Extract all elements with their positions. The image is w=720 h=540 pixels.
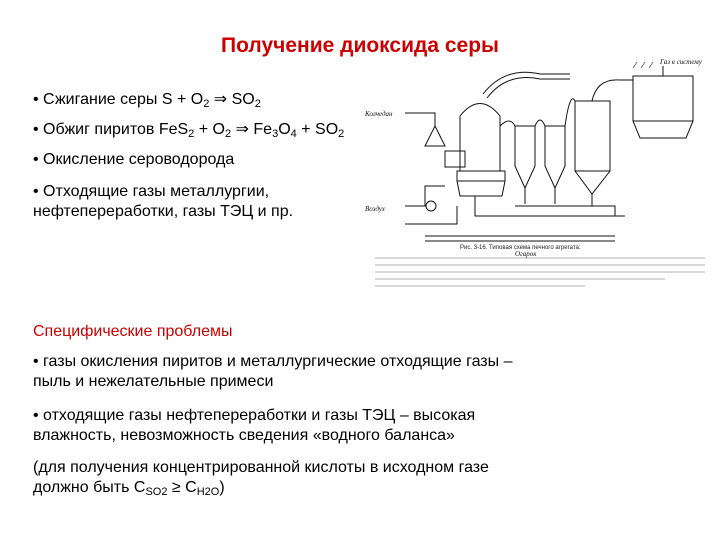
- furnace-unit-diagram: [365, 58, 710, 296]
- subscript: 2: [224, 128, 232, 140]
- problems-heading: Специфические проблемы: [33, 323, 233, 340]
- bullet-line: • Отходящие газы металлургии,: [33, 183, 270, 200]
- label-pyrite-feed: Колчедан: [365, 110, 393, 118]
- bullet-text: ⇒ SO: [209, 91, 255, 108]
- subscript: SO2: [145, 486, 168, 498]
- note-text: должно быть C: [33, 479, 146, 496]
- bullet-line: нефтепереработки, газы ТЭЦ и пр.: [33, 203, 294, 220]
- subscript: 2: [203, 98, 210, 110]
- bullet-text: + SO: [296, 121, 339, 138]
- bullet-text: • Обжиг пиритов FeS: [33, 121, 189, 138]
- bullet-pyrite-roasting: [33, 120, 344, 140]
- subscript: 2: [254, 98, 261, 110]
- bullet-text: O: [278, 121, 291, 138]
- problem-concentration-note: [33, 458, 489, 498]
- bullet-h2s-oxidation: • Окисление сероводорода: [33, 151, 235, 168]
- note-text: ≥ C: [167, 479, 197, 496]
- bullet-text: ⇒ Fe: [231, 121, 273, 138]
- problem-pyrite-gases: [33, 352, 512, 392]
- problem-line: пыль и нежелательные примеси: [33, 373, 274, 390]
- bullet-text: • Сжигание серы S + O: [33, 91, 204, 108]
- label-air: Воздух: [365, 205, 385, 213]
- subscript: 4: [290, 128, 297, 140]
- note-line: [33, 478, 489, 498]
- bullet-sulfur-burning: [33, 90, 261, 110]
- problem-line: • отходящие газы нефтепереработки и газы ТЭЦ – высокая: [33, 407, 476, 424]
- problem-refinery-gases: [33, 406, 475, 446]
- label-cinder: Огарок: [515, 250, 537, 258]
- note-text: ): [219, 479, 225, 496]
- note-line: (для получения концентрированной кислоты в исходном газе: [33, 459, 489, 476]
- bullet-text: + O: [194, 121, 225, 138]
- subscript: 2: [338, 128, 345, 140]
- subscript: 2: [188, 128, 195, 140]
- problem-line: влажность, невозможность сведения «водного баланса»: [33, 427, 455, 444]
- bullet-waste-gases: [33, 182, 293, 222]
- subscript: H2O: [196, 486, 220, 498]
- problem-line: • газы окисления пиритов и металлургические отходящие газы –: [33, 353, 513, 370]
- page-title: Получение диоксида серы: [221, 34, 499, 57]
- subscript: 3: [272, 128, 279, 140]
- diagram-caption: Рис. 3-16. Типовая схема печного агрегата:: [460, 245, 581, 251]
- label-gas-to-system: Газ в систему: [660, 58, 702, 66]
